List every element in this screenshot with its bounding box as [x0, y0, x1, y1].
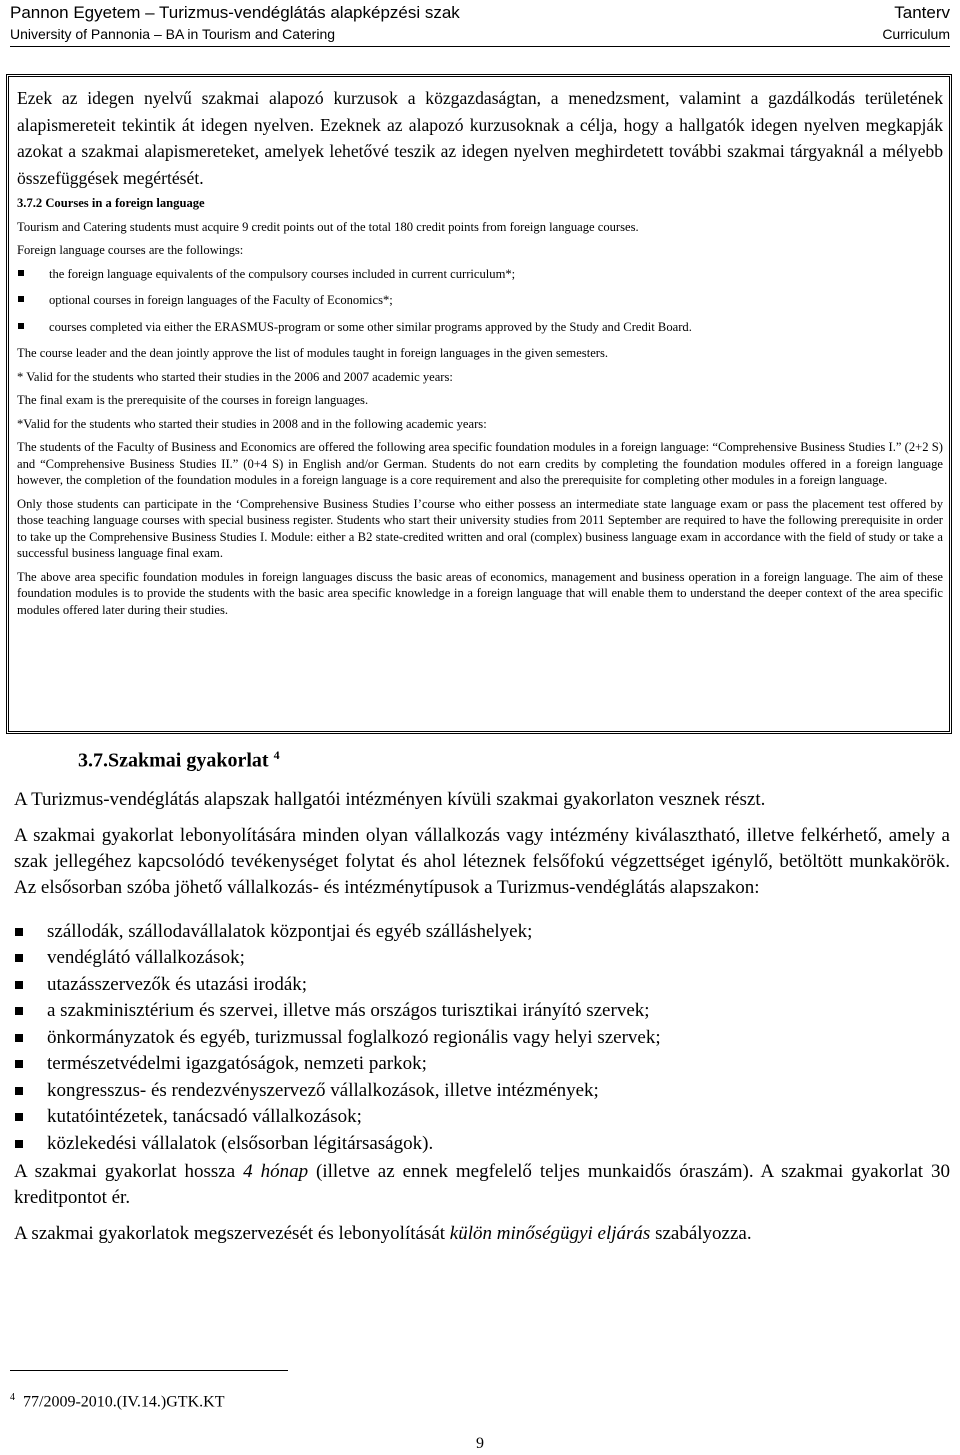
square-bullet-icon — [18, 270, 24, 276]
intro-paragraph: Ezek az idegen nyelvű szakmai alapozó kurzusok a közgazdaságtan, a menedzsment, valamint a gazdálkodás területének alapismereteit tekintik át idegen nyelven. Ezeknek az alapozó kurzusoknak a célja, hogy a hallgatók idegen nyelven megkapják azokat a szakmai alapismereteket, amelyek lehetővé teszik az idegen nyelven meghirdetett további szakmai tárgyaknál a mélyebb összefüggések megértését. — [17, 88, 943, 188]
institution-type-list — [14, 919, 950, 1158]
list-item-text: szállodák, szállodavállalatok központjai és egyéb szálláshelyek; — [47, 920, 533, 942]
square-bullet-icon — [18, 323, 24, 329]
text-run: (illetve az ennek megfelelő teljes munkaidős óraszám). A szakmai gyakorlat 30 kreditpontot ér. — [14, 1161, 950, 1209]
list-item-text: a szakminisztérium és szervei, illetve más országos turisztikai irányító szervek; — [47, 1000, 650, 1022]
paragraph: Only those students can participate in the ‘Comprehensive Business Studies I’course who either possess an intermediate state language exam or pass the placement test offered by those teaching language courses with special business register. Students who start their university studies from 2011 September are required to have the following prerequisite in order to take up the Comprehensive Business Studies I. Module: either a B2 state-credited written and oral (complex) business language exam in accordance with the field of study or take a successful business language final exam. — [17, 496, 943, 560]
footnote-text: 77/2009-2010.(IV.14.)GTK.KT — [23, 1393, 225, 1411]
list-item-text: természetvédelmi igazgatóságok, nemzeti parkok; — [47, 1053, 427, 1075]
paragraph — [14, 1221, 950, 1247]
header-institution: Pannon Egyetem – Turizmus-vendéglátás alapképzési szak — [10, 3, 460, 22]
header-doc-type: Tanterv — [894, 3, 950, 22]
text-run: A szakmai gyakorlatok megszervezését és lebonyolítását — [14, 1223, 450, 1245]
list-item — [17, 319, 943, 336]
square-bullet-icon — [15, 1140, 23, 1148]
paragraph — [14, 1159, 950, 1211]
list-item-text: közlekedési vállalatok (elsősorban légitársaságok). — [47, 1132, 434, 1154]
text-run: A szakmai gyakorlat hossza — [14, 1161, 244, 1183]
square-bullet-icon — [15, 928, 23, 936]
square-bullet-icon — [15, 954, 23, 962]
list-item-text: kongresszus- és rendezvényszervező vállalkozások, illetve intézmények; — [47, 1079, 599, 1101]
footnote-mark: 4 — [10, 1392, 15, 1403]
list-item — [14, 945, 950, 972]
list-item-text: the foreign language equivalents of the compulsory courses included in current curriculum*; — [49, 266, 516, 281]
square-bullet-icon — [15, 1060, 23, 1068]
paragraph: The course leader and the dean jointly approve the list of modules taught in foreign languages in the given semesters. — [17, 346, 609, 360]
list-item — [14, 1025, 950, 1052]
paragraph: A Turizmus-vendéglátás alapszak hallgatói intézményen kívüli szakmai gyakorlaton vesznek részt. — [14, 788, 766, 810]
paragraph: The final exam is the prerequisite of the courses in foreign languages. — [17, 393, 369, 407]
section-heading — [78, 748, 950, 773]
list-item-text: önkormányzatok és egyéb, turizmussal foglalkozó regionális vagy helyi szervek; — [47, 1026, 661, 1048]
header-doc-type-en: Curriculum — [882, 26, 950, 42]
list-item-text: courses completed via either the ERASMUS-program or some other similar programs approved by the Study and Credit Board. — [49, 319, 692, 334]
paragraph: Tourism and Catering students must acquire 9 credit points out of the total 180 credit points from foreign language courses. — [17, 219, 639, 234]
footnote-separator — [10, 1370, 288, 1371]
english-section — [17, 195, 943, 618]
paragraph: * Valid for the students who started their studies in the 2006 and 2007 academic years: — [17, 369, 453, 384]
emphasis-text: 4 hónap — [243, 1161, 309, 1183]
list-item-text: vendéglátó vállalkozások; — [47, 947, 245, 969]
section-heading-text: 3.7.Szakmai gyakorlat — [78, 749, 269, 772]
paragraph: The students of the Faculty of Business and Economics are offered the following area specific foundation modules in a foreign language: “Comprehensive Business Studies I.” (2+2 S) and “Comprehensive Business Studies II.” (0+4 S) in English and/or German. Students do not earn credits by completing the foundation modules offered in a foreign language however, the completion of the foundation modules in a foreign language is a core requirement and also the prerequisite for completing other modules in a foreign language. — [17, 440, 943, 487]
square-bullet-icon — [15, 1007, 23, 1015]
page-number: 9 — [476, 1435, 484, 1452]
list-item-text: utazásszervezők és utazási irodák; — [47, 973, 308, 995]
square-bullet-icon — [15, 1113, 23, 1121]
square-bullet-icon — [15, 1087, 23, 1095]
subsection-heading: 3.7.2 Courses in a foreign language — [17, 196, 205, 210]
list-item — [14, 1104, 950, 1131]
page-header — [10, 0, 950, 47]
list-item — [14, 1131, 950, 1158]
paragraph: The above area specific foundation modules in foreign languages discuss the basic areas of economics, management and business operation in a foreign language. The aim of these foundation modules is to provide the students with the basic area specific knowledge in a foreign language that will enable them to understand the deeper context of the area specific modules offered later during their studies. — [17, 569, 943, 617]
square-bullet-icon — [15, 1034, 23, 1042]
list-item — [14, 1078, 950, 1105]
square-bullet-icon — [18, 296, 24, 302]
list-item — [17, 292, 943, 309]
paragraph: *Valid for the students who started their studies in 2008 and in the following academic years: — [17, 416, 487, 431]
emphasis-text: külön minőségügyi eljárás — [449, 1223, 651, 1245]
footnote-ref[interactable]: 4 — [273, 748, 280, 762]
header-institution-en: University of Pannonia – BA in Tourism and Catering — [10, 26, 336, 42]
list-item — [14, 919, 950, 946]
square-bullet-icon — [15, 981, 23, 989]
internship-section — [14, 748, 950, 1257]
list-item — [14, 1051, 950, 1078]
list-item-text: kutatóintézetek, tanácsadó vállalkozások; — [47, 1106, 362, 1128]
list-item — [14, 972, 950, 999]
paragraph: A szakmai gyakorlat lebonyolítására minden olyan vállalkozás vagy intézmény kiválasztható, illetve felkérhető, amely a szak jellegéhez kapcsolódó tevékenységet folytat és ahol léteznek felsőfokú végzettséget igénylő, betöltött munkakörök. Az elsősorban szóba jöhető vállalkozás- és intézménytípusok a Turizmus-vendéglátás alapszakon: — [14, 824, 950, 898]
footnote — [10, 1392, 224, 1411]
course-list — [17, 266, 943, 336]
text-run: szabályozza. — [650, 1223, 752, 1245]
list-item — [17, 266, 943, 283]
paragraph: Foreign language courses are the followings: — [17, 243, 244, 257]
foreign-language-box — [6, 74, 952, 734]
list-item — [14, 998, 950, 1025]
list-item-text: optional courses in foreign languages of the Faculty of Economics*; — [49, 293, 393, 307]
